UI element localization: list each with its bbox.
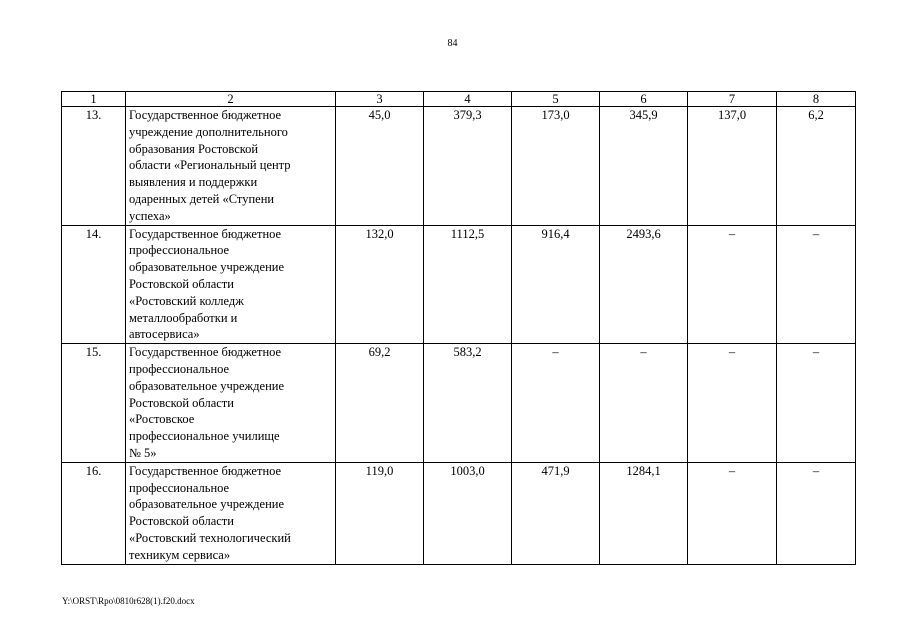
- name-line: Ростовской области: [129, 395, 234, 410]
- cell-col5: 471,9: [512, 462, 600, 564]
- cell-col8: –: [777, 462, 856, 564]
- cell-col3: 119,0: [336, 462, 424, 564]
- name-line: Ростовской области: [129, 276, 234, 291]
- table-row: [62, 225, 856, 344]
- cell-col7: –: [688, 462, 777, 564]
- name-line: Ростовской области: [129, 514, 234, 529]
- name-line: «Ростовское: [129, 412, 195, 427]
- cell-col7: 137,0: [688, 107, 777, 226]
- name-line: металлообработки и: [129, 310, 238, 325]
- institution-name: [126, 107, 336, 226]
- table-row: [62, 344, 856, 463]
- column-header: 7: [688, 92, 777, 107]
- name-line: профессиональное: [129, 361, 230, 376]
- column-header: 6: [600, 92, 688, 107]
- cell-col8: –: [777, 344, 856, 463]
- cell-col6: –: [600, 344, 688, 463]
- column-header: 1: [62, 92, 126, 107]
- name-line: «Ростовский технологический: [129, 530, 291, 545]
- cell-col3: 132,0: [336, 225, 424, 344]
- table-row: [62, 462, 856, 564]
- name-line: автосервиса»: [129, 327, 200, 342]
- name-line: № 5»: [129, 445, 157, 460]
- name-line: одаренных детей «Ступени: [129, 191, 275, 206]
- name-line: образовательное учреждение: [129, 497, 285, 512]
- cell-col5: 173,0: [512, 107, 600, 226]
- cell-col6: 2493,6: [600, 225, 688, 344]
- page-number: 84: [447, 38, 458, 49]
- column-header: 3: [336, 92, 424, 107]
- cell-col8: 6,2: [777, 107, 856, 226]
- cell-col7: –: [688, 344, 777, 463]
- institution-name: [126, 225, 336, 344]
- institution-name: [126, 462, 336, 564]
- name-line: профессиональное: [129, 480, 230, 495]
- footer-file-path: Y:\ORST\Rpo\0810r628(1).f20.docx: [62, 596, 195, 606]
- row-number: 13.: [62, 107, 126, 226]
- cell-col4: 379,3: [424, 107, 512, 226]
- name-line: профессиональное: [129, 243, 230, 258]
- name-line: образовательное учреждение: [129, 378, 285, 393]
- name-line: «Ростовский колледж: [129, 293, 244, 308]
- cell-col5: 916,4: [512, 225, 600, 344]
- cell-col8: –: [777, 225, 856, 344]
- name-line: учреждение дополнительного: [129, 124, 288, 139]
- cell-col6: 1284,1: [600, 462, 688, 564]
- cell-col4: 1003,0: [424, 462, 512, 564]
- name-line: Государственное бюджетное: [129, 463, 282, 478]
- name-line: Государственное бюджетное: [129, 108, 282, 122]
- column-header: 5: [512, 92, 600, 107]
- cell-col5: –: [512, 344, 600, 463]
- row-number: 16.: [62, 462, 126, 564]
- column-header: 2: [126, 92, 336, 107]
- row-number: 14.: [62, 225, 126, 344]
- name-line: области «Региональный центр: [129, 158, 291, 173]
- cell-col3: 45,0: [336, 107, 424, 226]
- name-line: Государственное бюджетное: [129, 345, 282, 360]
- name-line: образования Ростовской: [129, 141, 259, 156]
- data-table: [61, 91, 856, 565]
- cell-col6: 345,9: [600, 107, 688, 226]
- cell-col7: –: [688, 225, 777, 344]
- column-header: 4: [424, 92, 512, 107]
- institution-name: [126, 344, 336, 463]
- column-header: 8: [777, 92, 856, 107]
- table-header-row: [62, 92, 856, 107]
- name-line: Государственное бюджетное: [129, 226, 282, 241]
- table-row: [62, 107, 856, 226]
- name-line: выявления и поддержки: [129, 175, 258, 190]
- name-line: успеха»: [129, 208, 171, 223]
- cell-col3: 69,2: [336, 344, 424, 463]
- name-line: образовательное учреждение: [129, 260, 285, 275]
- cell-col4: 1112,5: [424, 225, 512, 344]
- name-line: техникум сервиса»: [129, 547, 231, 562]
- cell-col4: 583,2: [424, 344, 512, 463]
- row-number: 15.: [62, 344, 126, 463]
- name-line: профессиональное училище: [129, 429, 280, 444]
